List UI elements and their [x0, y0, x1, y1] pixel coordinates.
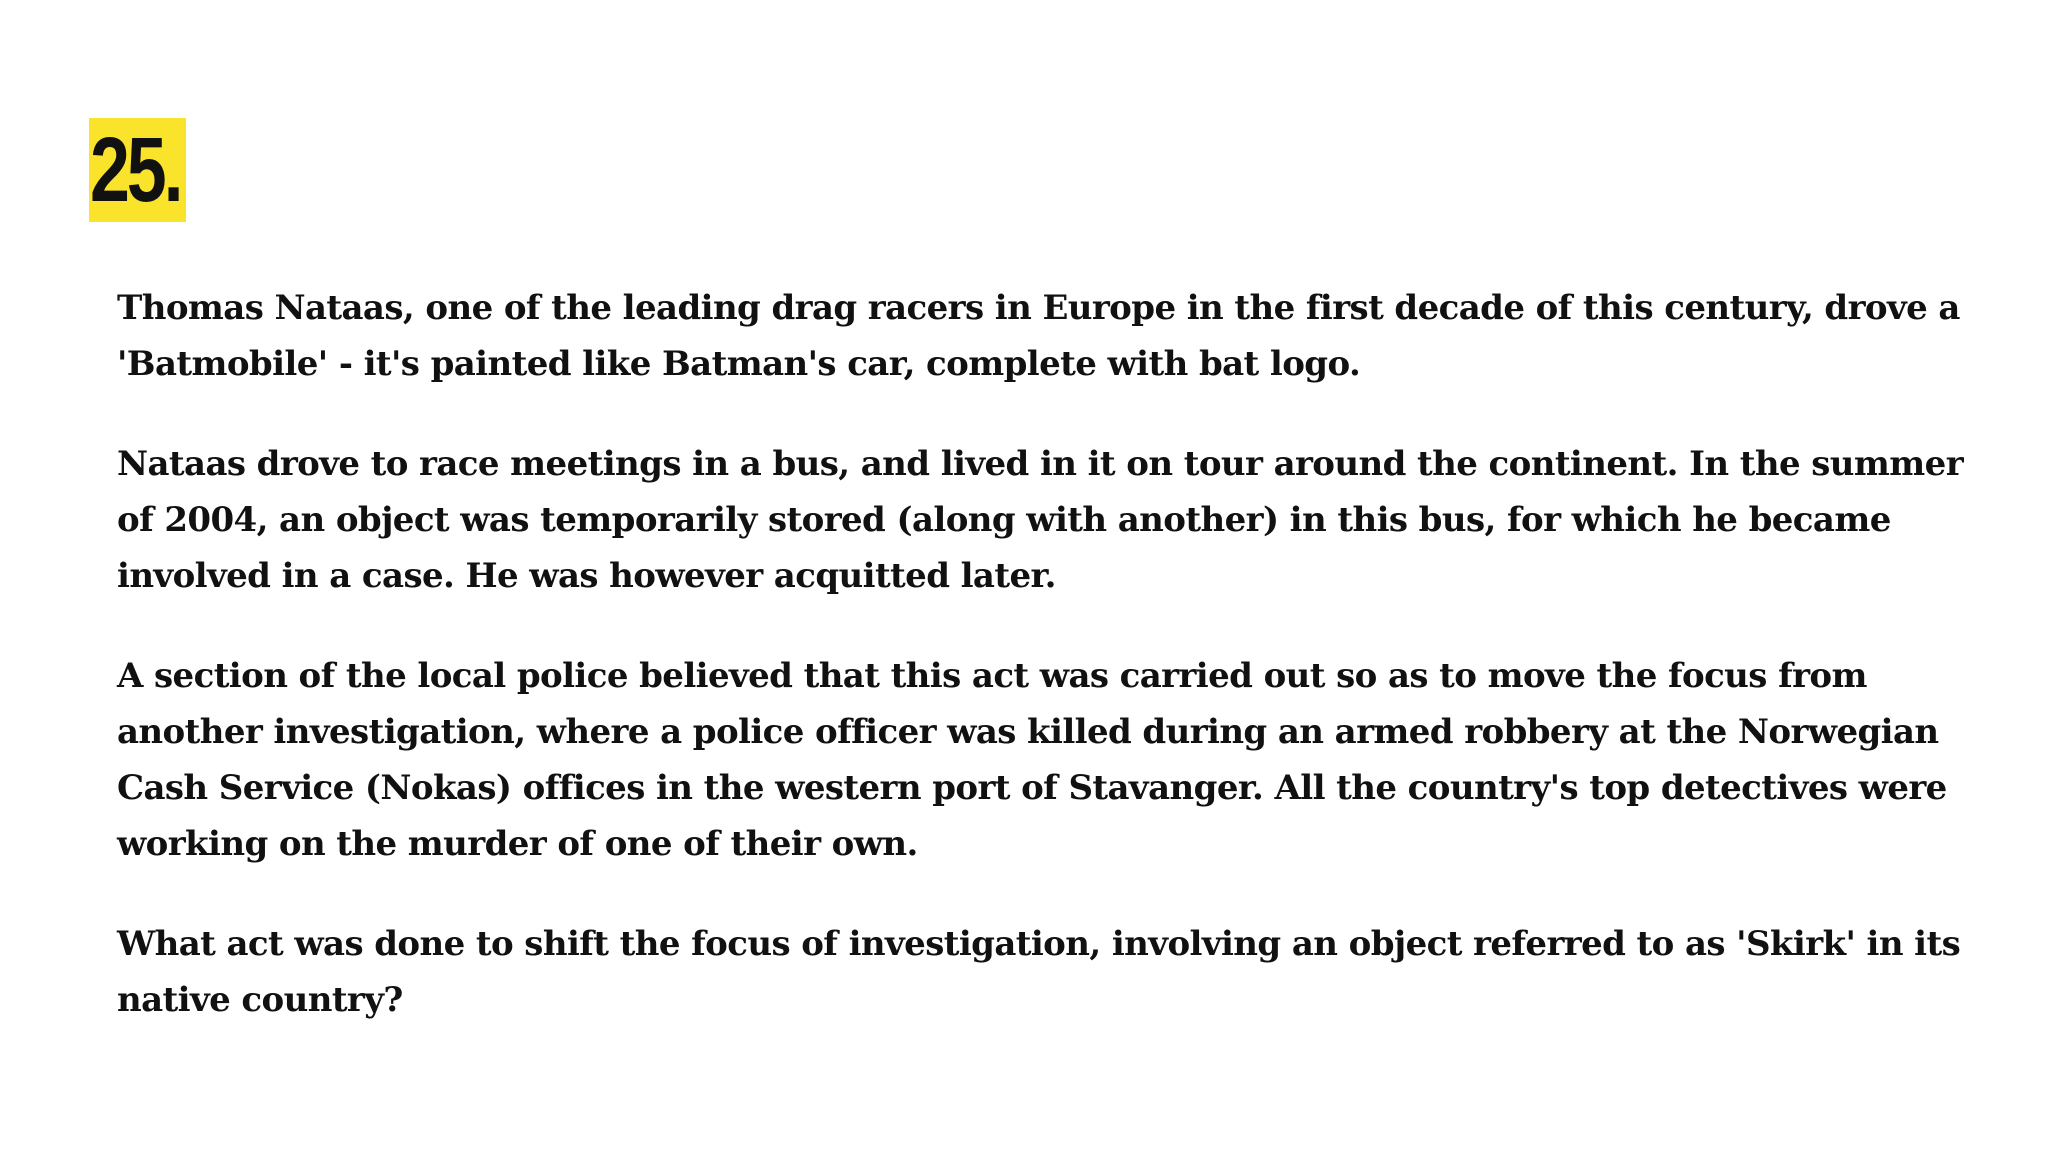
question-number-badge — [89, 118, 186, 222]
question-number: 25. — [90, 119, 181, 221]
question-body — [117, 280, 1997, 1072]
paragraph-question: What act was done to shift the focus of investigation, involving an object referred to as 'Skirk' in its native country? — [117, 924, 1961, 1020]
paragraph-intro: Thomas Nataas, one of the leading drag racers in Europe in the first decade of this century, drove a 'Batmobile' - it's painted like Batman's car, complete with bat logo. — [117, 288, 1960, 384]
paragraph-police: A section of the local police believed that this act was carried out so as to move the focus from another investigation, where a police officer was killed during an armed robbery at the Norwegian Cash Service (Nokas) offices in the western port of Stavanger. All the country's top detectives were working on the murder of one of their own. — [117, 656, 1947, 864]
paragraph-bus: Nataas drove to race meetings in a bus, and lived in it on tour around the continent. In the summer of 2004, an object was temporarily stored (along with another) in this bus, for which he became involved in a case. He was however acquitted later. — [117, 444, 1964, 596]
